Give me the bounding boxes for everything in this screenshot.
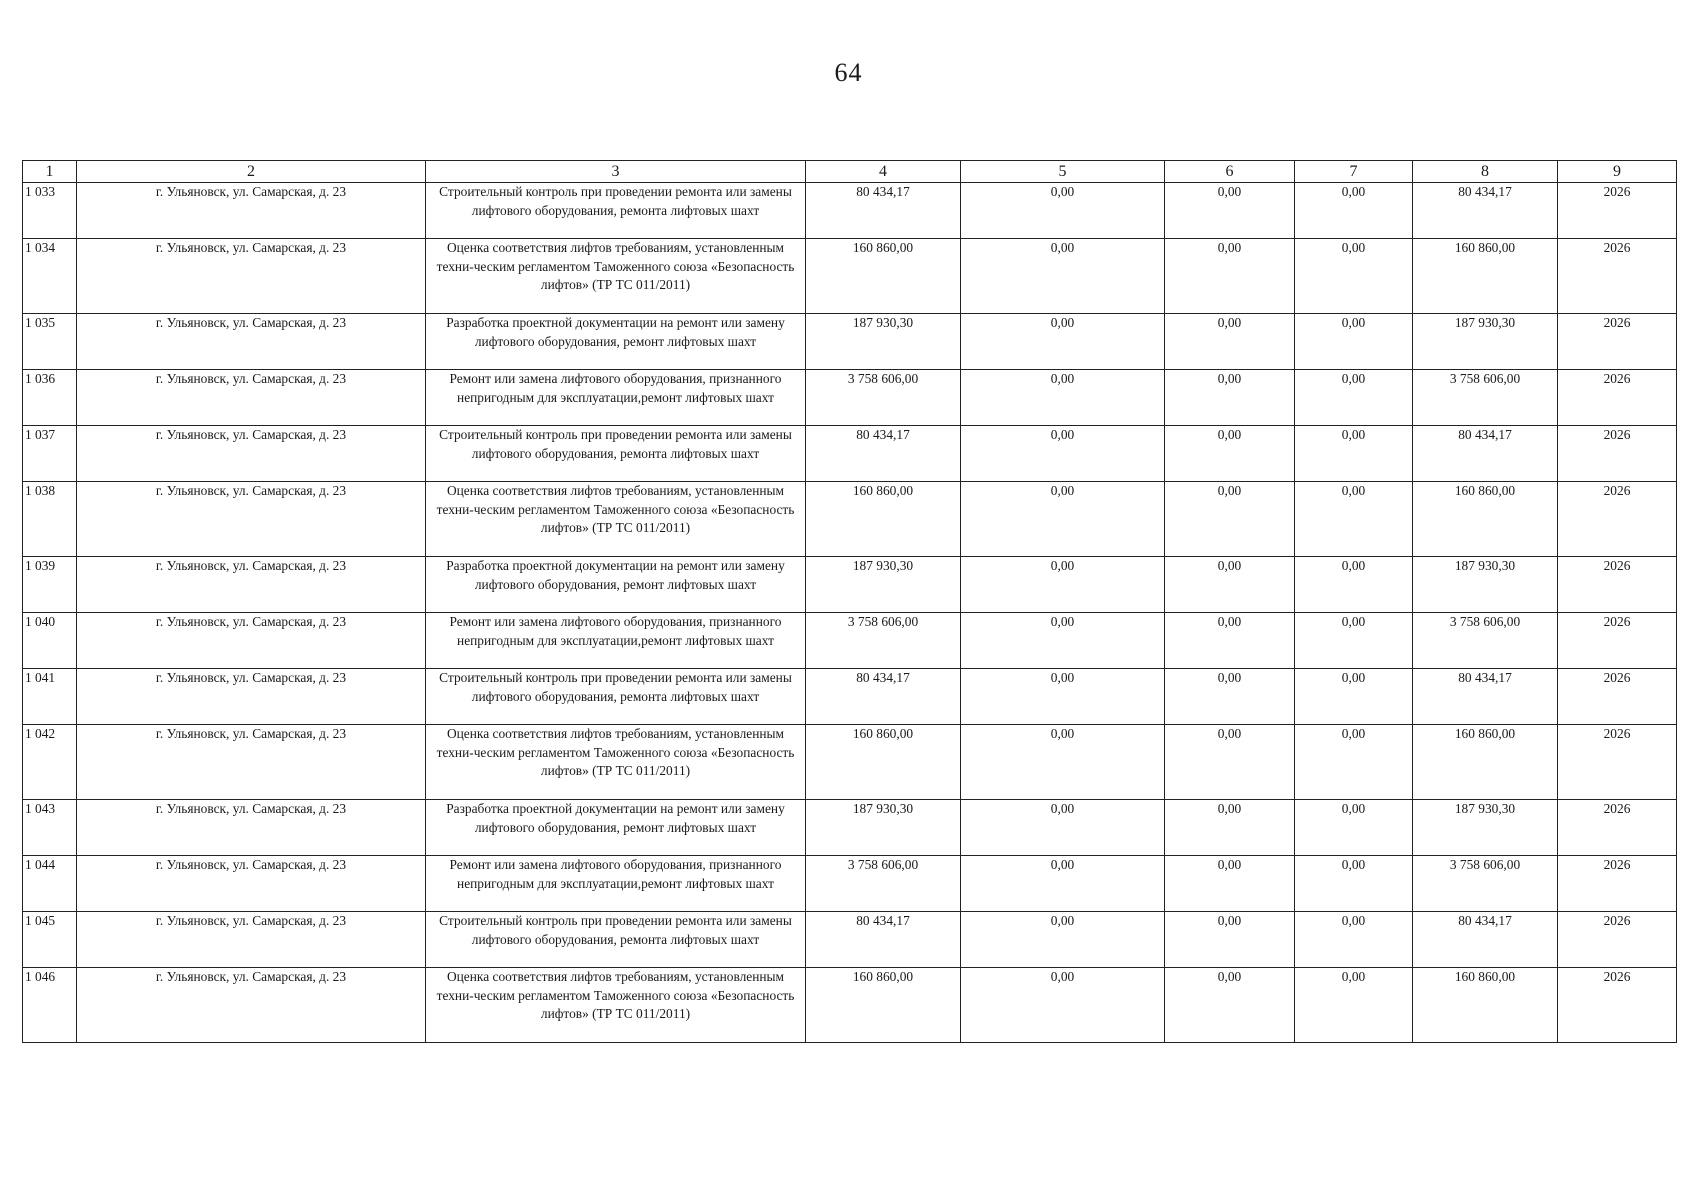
col5-cell: 0,00 [961, 669, 1165, 725]
col8-cell: 160 860,00 [1413, 482, 1558, 557]
row-number: 1 044 [23, 856, 77, 912]
header-col-9: 9 [1558, 161, 1677, 183]
table-row [23, 314, 1677, 370]
header-col-6: 6 [1165, 161, 1295, 183]
work-type-cell: Ремонт или замена лифтового оборудования, признанного непригодным для эксплуатации,ремонт лифтовых шахт [426, 856, 806, 912]
table-row [23, 968, 1677, 1043]
col4-cell: 187 930,30 [806, 800, 961, 856]
year-cell: 2026 [1558, 856, 1677, 912]
row-number: 1 038 [23, 482, 77, 557]
year-cell: 2026 [1558, 669, 1677, 725]
col5-cell: 0,00 [961, 912, 1165, 968]
address-cell: г. Ульяновск, ул. Самарская, д. 23 [77, 669, 426, 725]
year-cell: 2026 [1558, 482, 1677, 557]
col5-cell: 0,00 [961, 856, 1165, 912]
work-type-cell: Строительный контроль при проведении ремонта или замены лифтового оборудования, ремонта лифтовых шахт [426, 912, 806, 968]
address-cell: г. Ульяновск, ул. Самарская, д. 23 [77, 725, 426, 800]
col4-cell: 3 758 606,00 [806, 370, 961, 426]
year-cell: 2026 [1558, 183, 1677, 239]
address-cell: г. Ульяновск, ул. Самарская, д. 23 [77, 370, 426, 426]
col4-cell: 80 434,17 [806, 669, 961, 725]
work-type-cell: Ремонт или замена лифтового оборудования, признанного непригодным для эксплуатации,ремонт лифтовых шахт [426, 613, 806, 669]
row-number: 1 035 [23, 314, 77, 370]
col7-cell: 0,00 [1295, 669, 1413, 725]
year-cell: 2026 [1558, 613, 1677, 669]
col4-cell: 3 758 606,00 [806, 856, 961, 912]
col6-cell: 0,00 [1165, 557, 1295, 613]
col7-cell: 0,00 [1295, 725, 1413, 800]
address-cell: г. Ульяновск, ул. Самарская, д. 23 [77, 613, 426, 669]
work-type-cell: Разработка проектной документации на ремонт или замену лифтового оборудования, ремонт лифтовых шахт [426, 314, 806, 370]
table-row [23, 856, 1677, 912]
col4-cell: 160 860,00 [806, 482, 961, 557]
col6-cell: 0,00 [1165, 613, 1295, 669]
table-row [23, 912, 1677, 968]
row-number: 1 039 [23, 557, 77, 613]
col4-cell: 160 860,00 [806, 725, 961, 800]
address-cell: г. Ульяновск, ул. Самарская, д. 23 [77, 482, 426, 557]
row-number: 1 041 [23, 669, 77, 725]
col7-cell: 0,00 [1295, 613, 1413, 669]
col4-cell: 187 930,30 [806, 557, 961, 613]
work-type-cell: Строительный контроль при проведении ремонта или замены лифтового оборудования, ремонта лифтовых шахт [426, 426, 806, 482]
row-number: 1 042 [23, 725, 77, 800]
work-type-cell: Разработка проектной документации на ремонт или замену лифтового оборудования, ремонт лифтовых шахт [426, 557, 806, 613]
col8-cell: 160 860,00 [1413, 239, 1558, 314]
col6-cell: 0,00 [1165, 800, 1295, 856]
col7-cell: 0,00 [1295, 856, 1413, 912]
col6-cell: 0,00 [1165, 856, 1295, 912]
row-number: 1 046 [23, 968, 77, 1043]
row-number: 1 045 [23, 912, 77, 968]
col6-cell: 0,00 [1165, 968, 1295, 1043]
col5-cell: 0,00 [961, 800, 1165, 856]
row-number: 1 034 [23, 239, 77, 314]
header-col-7: 7 [1295, 161, 1413, 183]
year-cell: 2026 [1558, 557, 1677, 613]
header-col-4: 4 [806, 161, 961, 183]
row-number: 1 040 [23, 613, 77, 669]
col5-cell: 0,00 [961, 314, 1165, 370]
address-cell: г. Ульяновск, ул. Самарская, д. 23 [77, 912, 426, 968]
table-row [23, 800, 1677, 856]
col7-cell: 0,00 [1295, 968, 1413, 1043]
col8-cell: 80 434,17 [1413, 912, 1558, 968]
work-type-cell: Ремонт или замена лифтового оборудования, признанного непригодным для эксплуатации,ремонт лифтовых шахт [426, 370, 806, 426]
address-cell: г. Ульяновск, ул. Самарская, д. 23 [77, 856, 426, 912]
col8-cell: 3 758 606,00 [1413, 370, 1558, 426]
table-row [23, 370, 1677, 426]
col6-cell: 0,00 [1165, 370, 1295, 426]
col5-cell: 0,00 [961, 613, 1165, 669]
table-row [23, 725, 1677, 800]
work-type-cell: Строительный контроль при проведении ремонта или замены лифтового оборудования, ремонта лифтовых шахт [426, 669, 806, 725]
address-cell: г. Ульяновск, ул. Самарская, д. 23 [77, 968, 426, 1043]
col7-cell: 0,00 [1295, 912, 1413, 968]
row-number: 1 036 [23, 370, 77, 426]
col8-cell: 80 434,17 [1413, 669, 1558, 725]
year-cell: 2026 [1558, 426, 1677, 482]
col7-cell: 0,00 [1295, 314, 1413, 370]
year-cell: 2026 [1558, 968, 1677, 1043]
address-cell: г. Ульяновск, ул. Самарская, д. 23 [77, 426, 426, 482]
row-number: 1 037 [23, 426, 77, 482]
table-row [23, 613, 1677, 669]
col8-cell: 160 860,00 [1413, 968, 1558, 1043]
address-cell: г. Ульяновск, ул. Самарская, д. 23 [77, 239, 426, 314]
col6-cell: 0,00 [1165, 239, 1295, 314]
header-row [23, 161, 1677, 183]
address-cell: г. Ульяновск, ул. Самарская, д. 23 [77, 800, 426, 856]
col4-cell: 80 434,17 [806, 183, 961, 239]
col4-cell: 160 860,00 [806, 239, 961, 314]
col6-cell: 0,00 [1165, 183, 1295, 239]
work-type-cell: Оценка соответствия лифтов требованиям, установленным техни-ческим регламентом Таможенного союза «Безопасность лифтов» (ТР ТС 011/2011) [426, 968, 806, 1043]
col8-cell: 160 860,00 [1413, 725, 1558, 800]
header-col-3: 3 [426, 161, 806, 183]
col8-cell: 187 930,30 [1413, 314, 1558, 370]
col4-cell: 3 758 606,00 [806, 613, 961, 669]
col6-cell: 0,00 [1165, 314, 1295, 370]
year-cell: 2026 [1558, 370, 1677, 426]
col8-cell: 3 758 606,00 [1413, 856, 1558, 912]
col5-cell: 0,00 [961, 968, 1165, 1043]
col6-cell: 0,00 [1165, 669, 1295, 725]
col5-cell: 0,00 [961, 482, 1165, 557]
work-type-cell: Оценка соответствия лифтов требованиям, установленным техни-ческим регламентом Таможенного союза «Безопасность лифтов» (ТР ТС 011/2011) [426, 239, 806, 314]
col5-cell: 0,00 [961, 557, 1165, 613]
header-col-1: 1 [23, 161, 77, 183]
col8-cell: 187 930,30 [1413, 800, 1558, 856]
table-row [23, 669, 1677, 725]
table-row [23, 239, 1677, 314]
table-row [23, 482, 1677, 557]
col7-cell: 0,00 [1295, 239, 1413, 314]
year-cell: 2026 [1558, 725, 1677, 800]
col7-cell: 0,00 [1295, 800, 1413, 856]
header-col-8: 8 [1413, 161, 1558, 183]
col8-cell: 80 434,17 [1413, 426, 1558, 482]
col6-cell: 0,00 [1165, 426, 1295, 482]
table-row [23, 183, 1677, 239]
col4-cell: 160 860,00 [806, 968, 961, 1043]
col7-cell: 0,00 [1295, 426, 1413, 482]
year-cell: 2026 [1558, 239, 1677, 314]
col5-cell: 0,00 [961, 239, 1165, 314]
col8-cell: 3 758 606,00 [1413, 613, 1558, 669]
work-type-cell: Строительный контроль при проведении ремонта или замены лифтового оборудования, ремонта лифтовых шахт [426, 183, 806, 239]
col8-cell: 80 434,17 [1413, 183, 1558, 239]
address-cell: г. Ульяновск, ул. Самарская, д. 23 [77, 314, 426, 370]
col6-cell: 0,00 [1165, 912, 1295, 968]
col6-cell: 0,00 [1165, 725, 1295, 800]
col5-cell: 0,00 [961, 725, 1165, 800]
col4-cell: 80 434,17 [806, 912, 961, 968]
year-cell: 2026 [1558, 314, 1677, 370]
row-number: 1 033 [23, 183, 77, 239]
work-type-cell: Оценка соответствия лифтов требованиям, установленным техни-ческим регламентом Таможенного союза «Безопасность лифтов» (ТР ТС 011/2011) [426, 725, 806, 800]
work-type-cell: Оценка соответствия лифтов требованиям, установленным техни-ческим регламентом Таможенного союза «Безопасность лифтов» (ТР ТС 011/2011) [426, 482, 806, 557]
col7-cell: 0,00 [1295, 370, 1413, 426]
col7-cell: 0,00 [1295, 557, 1413, 613]
col7-cell: 0,00 [1295, 183, 1413, 239]
year-cell: 2026 [1558, 800, 1677, 856]
address-cell: г. Ульяновск, ул. Самарская, д. 23 [77, 183, 426, 239]
col5-cell: 0,00 [961, 183, 1165, 239]
col6-cell: 0,00 [1165, 482, 1295, 557]
col8-cell: 187 930,30 [1413, 557, 1558, 613]
col4-cell: 187 930,30 [806, 314, 961, 370]
work-register-table [22, 160, 1677, 1043]
year-cell: 2026 [1558, 912, 1677, 968]
work-type-cell: Разработка проектной документации на ремонт или замену лифтового оборудования, ремонт лифтовых шахт [426, 800, 806, 856]
page-number: 64 [834, 58, 863, 87]
table-row [23, 557, 1677, 613]
header-col-5: 5 [961, 161, 1165, 183]
header-col-2: 2 [77, 161, 426, 183]
col4-cell: 80 434,17 [806, 426, 961, 482]
table-row [23, 426, 1677, 482]
col5-cell: 0,00 [961, 426, 1165, 482]
row-number: 1 043 [23, 800, 77, 856]
col7-cell: 0,00 [1295, 482, 1413, 557]
address-cell: г. Ульяновск, ул. Самарская, д. 23 [77, 557, 426, 613]
col5-cell: 0,00 [961, 370, 1165, 426]
